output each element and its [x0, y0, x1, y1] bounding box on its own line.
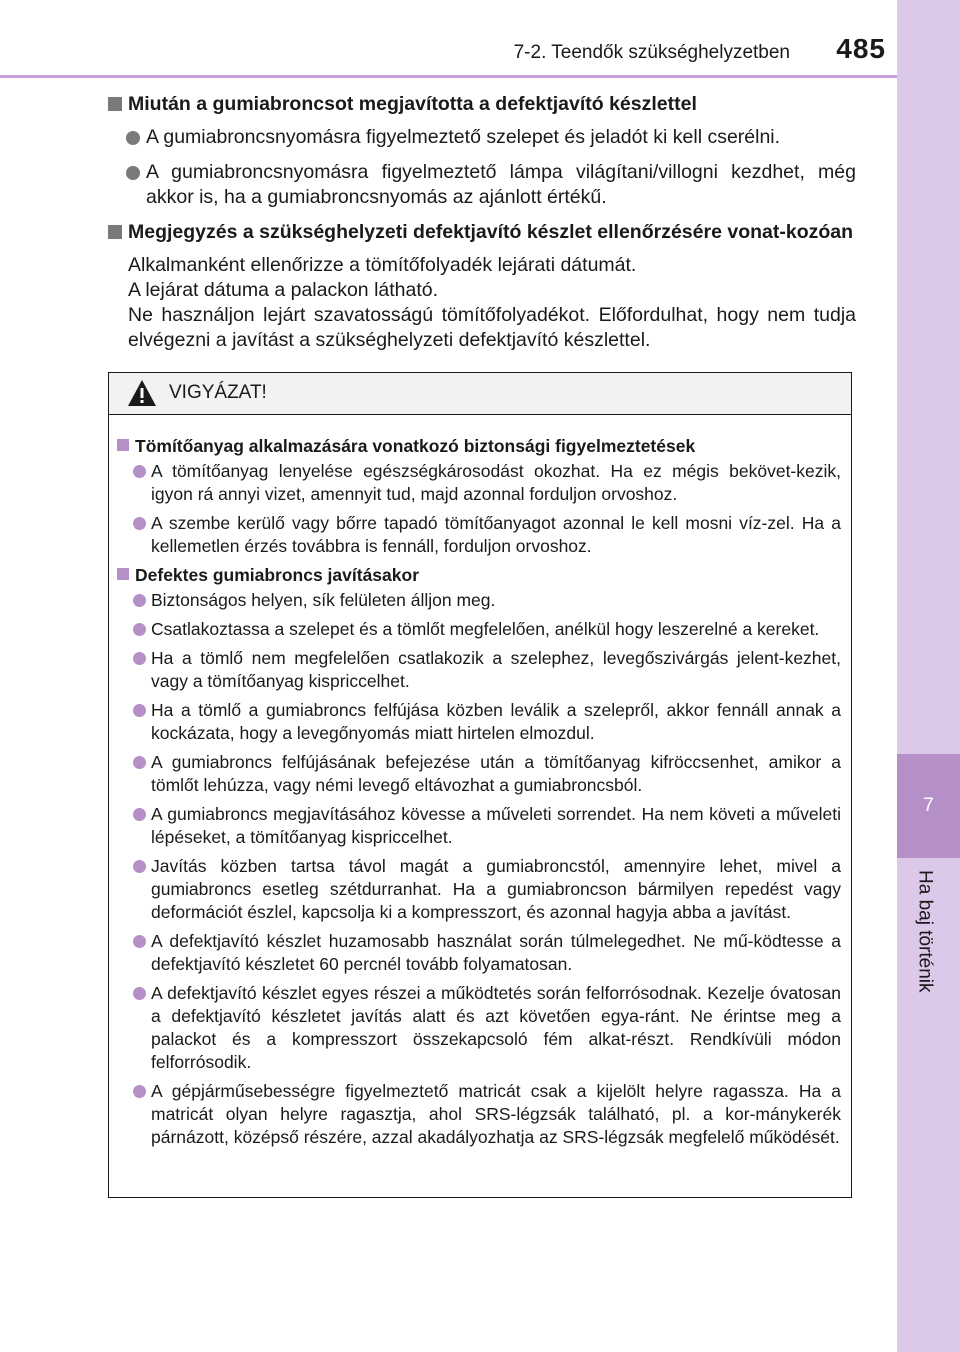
- section-heading-text: Megjegyzés a szükséghelyzeti defektjavító készlet ellenőrzésére vonat-kozóan: [128, 221, 854, 243]
- square-bullet-icon: [108, 225, 122, 239]
- round-bullet-icon: [133, 517, 146, 530]
- square-bullet-icon: [117, 568, 129, 580]
- main-content: [108, 92, 856, 353]
- list-item-text: A szembe kerülő vagy bőrre tapadó tömítőanyagot azonnal le kell mosni víz-zel. Ha a kellemetlen érzés továbbra is fennáll, forduljon orvoshoz.: [151, 513, 841, 556]
- list-item: [117, 589, 841, 612]
- list-item: [108, 160, 856, 210]
- list-item-text: A defektjavító készlet egyes részei a működtetés során felforrósodnak. Kezelje óvatosan a defektjavító készletet javítás alatt és azt követően egya-ránt. Ne érintse meg a palackot és a kompresszort összekapcsoló fém alkat-részt. Rendkívüli módon felforrósodik.: [151, 983, 841, 1072]
- round-bullet-icon: [133, 623, 146, 636]
- round-bullet-icon: [126, 131, 140, 145]
- list-item: [117, 855, 841, 924]
- list-item: [117, 512, 841, 558]
- caution-header: [109, 373, 851, 415]
- paragraph: [108, 253, 856, 353]
- round-bullet-icon: [133, 1085, 146, 1098]
- list-item-text: A gumiabroncsnyomásra figyelmeztető szelepet és jeladót ki kell cserélni.: [146, 126, 781, 148]
- paragraph-line: Ne használjon lejárt szavatosságú tömítőfolyadékot. Előfordulhat, hogy nem tudja elvégezni a javítást a szükséghelyzeti defektjavító készlettel.: [128, 304, 856, 351]
- running-header-section: 7-2. Teendők szükséghelyzetben: [513, 42, 790, 63]
- list-item: [117, 647, 841, 693]
- page-number: 485: [836, 33, 886, 64]
- list-item-text: A tömítőanyag lenyelése egészségkárosodást okozhat. Ha ez mégis bekövet-kezik, igyon rá annyi vizet, amennyit tud, majd azonnal forduljon orvoshoz.: [151, 461, 841, 504]
- list-item-text: A gumiabroncs felfújásának befejezése után a tömítőanyag kifröccsenhet, amikor a tömlőt lehúzza, vagy némi levegő eltávozhat a gumiabroncsból.: [151, 752, 841, 795]
- square-bullet-icon: [117, 439, 129, 451]
- chapter-title: Ha baj történik: [914, 870, 936, 993]
- caution-box: [108, 372, 852, 1198]
- section-heading: [108, 220, 856, 245]
- list-item: [117, 751, 841, 797]
- list-item-text: A gumiabroncs megjavításához kövesse a műveleti sorrendet. Ha nem követi a műveleti lépéseket, a tömítőanyag kispriccelhet.: [151, 804, 841, 847]
- round-bullet-icon: [133, 756, 146, 769]
- paragraph-line: Alkalmanként ellenőrizze a tömítőfolyadék lejárati dátumát.: [128, 254, 637, 276]
- round-bullet-icon: [133, 935, 146, 948]
- list-item-text: Ha a tömlő nem megfelelően csatlakozik a szelephez, levegőszivárgás jelent-kezhet, vagy a tömítőanyag kispriccelhet.: [151, 648, 841, 691]
- list-item-text: Ha a tömlő a gumiabroncs felfújása közben leválik a szelepről, akkor fennáll annak a kockázata, hogy a levegőnyomás miatt hirtelen elmozdul.: [151, 700, 841, 743]
- caution-title: VIGYÁZAT!: [169, 382, 267, 403]
- round-bullet-icon: [133, 465, 146, 478]
- section-heading-text: Miután a gumiabroncsot megjavította a defektjavító készlettel: [128, 93, 697, 115]
- round-bullet-icon: [133, 594, 146, 607]
- list-item: [117, 930, 841, 976]
- list-item: [117, 460, 841, 506]
- caution-body: [109, 415, 851, 1149]
- header-rule: [0, 75, 897, 78]
- list-item-text: Javítás közben tartsa távol magát a gumiabroncstól, amennyire lehet, mivel a gumiabroncs esetleg szétdurranhat. Ha a gumiabroncson bármilyen repedést vagy deformációt észlel, kapcsolja ki a kompresszort, és azonnal hagyja abba a javítást.: [151, 856, 841, 922]
- section-heading: [108, 92, 856, 117]
- chapter-title-tab: [893, 870, 956, 1030]
- list-item-text: A defektjavító készlet huzamosabb használat során túlmelegedhet. Ne mű-ködtesse a defektjavító készletet 60 percnél tovább folyamatosan.: [151, 931, 841, 974]
- list-item: [117, 699, 841, 745]
- round-bullet-icon: [133, 808, 146, 821]
- round-bullet-icon: [133, 704, 146, 717]
- list-item-text: A gumiabroncsnyomásra figyelmeztető lámpa világítani/villogni kezdhet, még akkor is, ha a gumiabroncsnyomás az ajánlott értékű.: [146, 161, 856, 208]
- list-item-text: A gépjárműsebességre figyelmeztető matricát csak a kijelölt helyre ragassza. Ha a matricát olyan helyre ragasztja, ahol SRS-légzsák található, pl. a kor-mánykerék párnázott, középső részére, azzal akadályozhatja az SRS-légzsák megfelelő működését.: [151, 1081, 841, 1147]
- paragraph-line: A lejárat dátuma a palackon látható.: [128, 279, 439, 301]
- chapter-side-tab: [897, 0, 960, 1352]
- caution-subheading-text: Defektes gumiabroncs javításakor: [135, 565, 420, 585]
- round-bullet-icon: [133, 652, 146, 665]
- caution-subheading: [117, 435, 841, 457]
- round-bullet-icon: [133, 860, 146, 873]
- chapter-number-tab[interactable]: 7: [897, 754, 960, 858]
- list-item-text: Biztonságos helyen, sík felületen álljon meg.: [151, 590, 496, 610]
- square-bullet-icon: [108, 97, 122, 111]
- round-bullet-icon: [133, 987, 146, 1000]
- warning-triangle-icon: [127, 379, 157, 407]
- round-bullet-icon: [126, 166, 140, 180]
- list-item: [117, 803, 841, 849]
- list-item: [108, 125, 856, 150]
- list-item: [117, 1080, 841, 1149]
- caution-subheading-text: Tömítőanyag alkalmazására vonatkozó biztonsági figyelmeztetések: [135, 436, 696, 456]
- list-item-text: Csatlakoztassa a szelepet és a tömlőt megfelelően, anélkül hogy leszerelné a kereket.: [151, 619, 820, 639]
- caution-subheading: [117, 564, 841, 586]
- list-item: [117, 618, 841, 641]
- list-item: [117, 982, 841, 1074]
